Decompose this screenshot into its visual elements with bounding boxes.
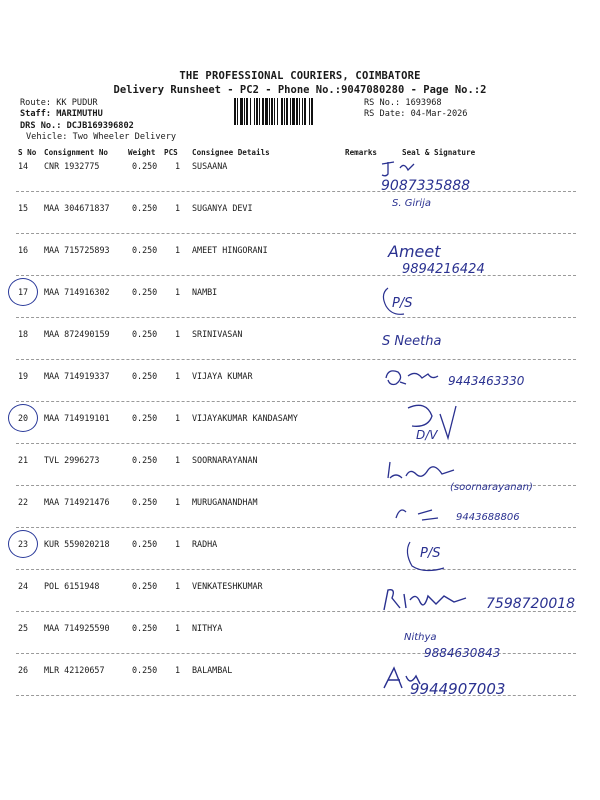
row-sno: 26 [18, 665, 29, 675]
row-weight: 0.250 [132, 371, 158, 381]
sig-name: (soornarayanan) [450, 482, 533, 493]
circled-mark [8, 278, 38, 306]
route-label: Route: KK PUDUR [20, 98, 98, 108]
row-consignment: MAA 714919337 [44, 371, 110, 381]
sig-mark: P/S [392, 296, 413, 311]
rs-date-label: RS Date: 04-Mar-2026 [364, 109, 468, 119]
row-weight: 0.250 [132, 455, 158, 465]
row-consignment: KUR 559020218 [44, 539, 110, 549]
table-row [0, 665, 600, 707]
row-pcs: 1 [175, 623, 181, 633]
row-consignment: MAA 715725893 [44, 245, 110, 255]
row-sno: 24 [18, 581, 29, 591]
circled-mark [8, 530, 38, 558]
sig-phone: 9894216424 [402, 262, 485, 277]
row-consignee: RADHA [192, 539, 218, 549]
row-sno: 23 [18, 539, 29, 549]
row-consignee: NAMBI [192, 287, 218, 297]
row-pcs: 1 [175, 329, 181, 339]
row-weight: 0.250 [132, 287, 158, 297]
row-sno: 21 [18, 455, 29, 465]
row-consignee: BALAMBAL [192, 665, 233, 675]
row-consignee: NITHYA [192, 623, 223, 633]
row-consignee: MURUGANANDHAM [192, 497, 258, 507]
row-sno: 20 [18, 413, 29, 423]
row-weight: 0.250 [132, 623, 158, 633]
drs-label: DRS No.: DCJB169396802 [20, 121, 134, 131]
row-sno: 15 [18, 203, 29, 213]
vehicle-label: Vehicle: Two Wheeler Delivery [26, 132, 177, 142]
row-consignment: MAA 714925590 [44, 623, 110, 633]
barcode [234, 98, 358, 125]
row-sno: 19 [18, 371, 29, 381]
row-weight: 0.250 [132, 539, 158, 549]
row-pcs: 1 [175, 539, 181, 549]
signature-mark [392, 500, 442, 524]
row-pcs: 1 [175, 413, 181, 423]
row-consignment: MAA 872490159 [44, 329, 110, 339]
table-row [0, 329, 600, 371]
row-consignee: VIJAYAKUMAR KANDASAMY [192, 413, 298, 423]
row-sno: 14 [18, 161, 29, 171]
row-sno: 22 [18, 497, 29, 507]
runsheet-subtitle: Delivery Runsheet - PC2 - Phone No.:9047080280 - Page No.:2 [113, 84, 487, 96]
row-weight: 0.250 [132, 329, 158, 339]
barcode-bar [313, 98, 314, 125]
table-row [0, 203, 600, 245]
row-divider [16, 359, 576, 360]
table-row [0, 539, 600, 581]
row-weight: 0.250 [132, 161, 158, 171]
row-divider [16, 191, 576, 192]
row-divider [16, 233, 576, 234]
row-sno: 18 [18, 329, 29, 339]
table-row [0, 623, 600, 665]
circled-mark [8, 404, 38, 432]
row-divider [16, 275, 576, 276]
sig-mark: P/S [420, 546, 441, 561]
row-consignee: SOORNARAYANAN [192, 455, 258, 465]
row-sno: 16 [18, 245, 29, 255]
signature-mark [378, 284, 448, 320]
row-consignment: TVL 2996273 [44, 455, 100, 465]
company-title: THE PROFESSIONAL COURIERS, COIMBATORE [179, 70, 421, 82]
row-weight: 0.250 [132, 245, 158, 255]
col-weight: Weight [128, 148, 156, 157]
sig-phone: 9443463330 [448, 374, 525, 388]
row-pcs: 1 [175, 287, 181, 297]
col-consignee: Consignee Details [192, 148, 270, 157]
row-pcs: 1 [175, 161, 181, 171]
row-consignment: MAA 304671837 [44, 203, 110, 213]
row-divider [16, 527, 576, 528]
row-sno: 25 [18, 623, 29, 633]
row-consignment: MAA 714919101 [44, 413, 110, 423]
row-pcs: 1 [175, 581, 181, 591]
col-pcs: PCS [164, 148, 178, 157]
row-consignee: AMEET HINGORANI [192, 245, 268, 255]
row-weight: 0.250 [132, 665, 158, 675]
row-consignee: VENKATESHKUMAR [192, 581, 263, 591]
sig-name: S Neetha [382, 334, 442, 349]
row-consignment: MAA 714916302 [44, 287, 110, 297]
row-weight: 0.250 [132, 497, 158, 507]
col-seal-signature: Seal & Signature [402, 148, 476, 157]
row-pcs: 1 [175, 455, 181, 465]
row-consignee: SRINIVASAN [192, 329, 243, 339]
rs-no-label: RS No.: 1693968 [364, 98, 442, 108]
sig-phone: 9944907003 [410, 680, 506, 698]
sig-name: Nithya [404, 632, 437, 643]
row-weight: 0.250 [132, 203, 158, 213]
row-pcs: 1 [175, 245, 181, 255]
sig-phone: 9087335888 [381, 178, 471, 194]
col-consignment: Consignment No [44, 148, 109, 157]
sig-name: Ameet [388, 242, 441, 261]
col-sno: S No [18, 148, 37, 157]
sig-phone: 7598720018 [486, 596, 576, 612]
row-pcs: 1 [175, 665, 181, 675]
table-row [0, 245, 600, 287]
table-row [0, 413, 600, 455]
row-consignment: MLR 42120657 [44, 665, 105, 675]
row-weight: 0.250 [132, 413, 158, 423]
row-sno: 17 [18, 287, 29, 297]
row-divider [16, 443, 576, 444]
signature-mark [380, 158, 420, 178]
row-consignment: POL 6151948 [44, 581, 100, 591]
table-row [0, 161, 600, 203]
row-pcs: 1 [175, 203, 181, 213]
row-consignment: CNR 1932775 [44, 161, 100, 171]
row-pcs: 1 [175, 497, 181, 507]
row-consignee: SUSAANA [192, 161, 228, 171]
row-divider [16, 317, 576, 318]
signature-mark [380, 586, 480, 614]
row-divider [16, 401, 576, 402]
sig-phone: 9884630843 [424, 646, 501, 660]
sig-phone: 9443688806 [456, 512, 520, 523]
row-divider [16, 569, 576, 570]
row-pcs: 1 [175, 371, 181, 381]
row-consignment: MAA 714921476 [44, 497, 110, 507]
row-consignee: SUGANYA DEVI [192, 203, 253, 213]
table-row [0, 287, 600, 329]
row-weight: 0.250 [132, 581, 158, 591]
sig-mark: D/V [416, 428, 438, 442]
col-remarks: Remarks [345, 148, 378, 157]
row-consignee: VIJAYA KUMAR [192, 371, 253, 381]
sig-name: S. Girija [392, 198, 432, 209]
staff-label: Staff: MARIMUTHU [20, 109, 103, 119]
